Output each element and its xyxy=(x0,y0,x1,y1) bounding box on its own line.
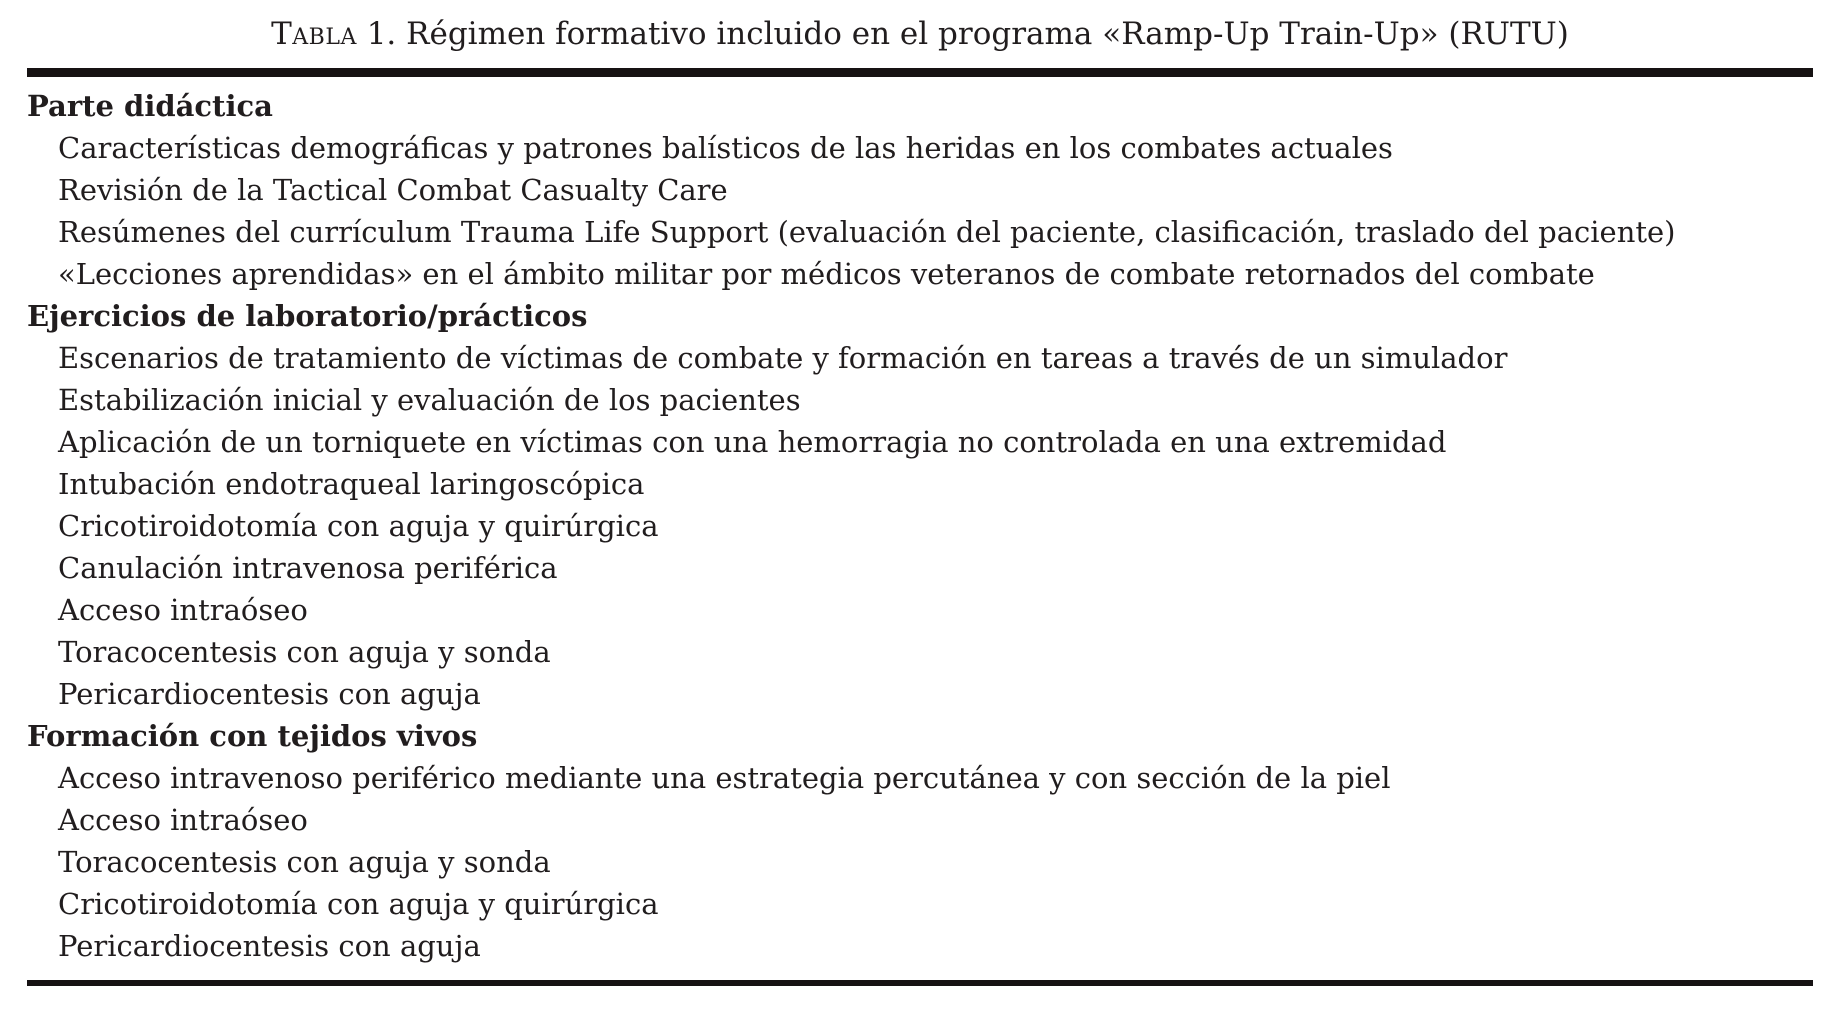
table-item: «Lecciones aprendidas» en el ámbito militar por médicos veteranos de combate retornados del combate xyxy=(58,257,1595,291)
table-item: Escenarios de tratamiento de víctimas de combate y formación en tareas a través de un simulador xyxy=(58,341,1508,375)
table-item: Aplicación de un torniquete en víctimas con una hemorragia no controlada en una extremidad xyxy=(58,425,1447,459)
table-item: Características demográficas y patrones balísticos de las heridas en los combates actuales xyxy=(58,131,1393,165)
table-item: Acceso intraóseo xyxy=(58,593,308,627)
top-rule xyxy=(27,68,1813,77)
table-item: Intubación endotraqueal laringoscópica xyxy=(58,467,645,501)
table-item: Revisión de la Tactical Combat Casualty Care xyxy=(58,173,728,207)
table-caption-text: 1. Régimen formativo incluido en el programa «Ramp-Up Train-Up» (RUTU) xyxy=(356,16,1569,52)
table-item: Estabilización inicial y evaluación de los pacientes xyxy=(58,383,801,417)
section-heading: Ejercicios de laboratorio/prácticos xyxy=(27,299,588,333)
section-heading: Formación con tejidos vivos xyxy=(27,719,478,753)
table-caption-label: Tabla xyxy=(271,16,357,52)
table-item: Cricotiroidotomía con aguja y quirúrgica xyxy=(58,887,659,921)
table-item: Canulación intravenosa periférica xyxy=(58,551,558,585)
table-item: Pericardiocentesis con aguja xyxy=(58,677,481,711)
table-item: Pericardiocentesis con aguja xyxy=(58,929,481,963)
table-item: Acceso intraóseo xyxy=(58,803,308,837)
table-caption xyxy=(27,0,1813,54)
table-item: Cricotiroidotomía con aguja y quirúrgica xyxy=(58,509,659,543)
table-item: Toracocentesis con aguja y sonda xyxy=(58,845,551,879)
bottom-rule xyxy=(27,980,1813,986)
table-item: Acceso intravenoso periférico mediante una estrategia percutánea y con sección de la piel xyxy=(58,761,1391,795)
table-body xyxy=(27,77,1813,967)
section-heading: Parte didáctica xyxy=(27,89,273,123)
table-item: Toracocentesis con aguja y sonda xyxy=(58,635,551,669)
table-item: Resúmenes del currículum Trauma Life Support (evaluación del paciente, clasificación, traslado del paciente) xyxy=(58,215,1676,249)
